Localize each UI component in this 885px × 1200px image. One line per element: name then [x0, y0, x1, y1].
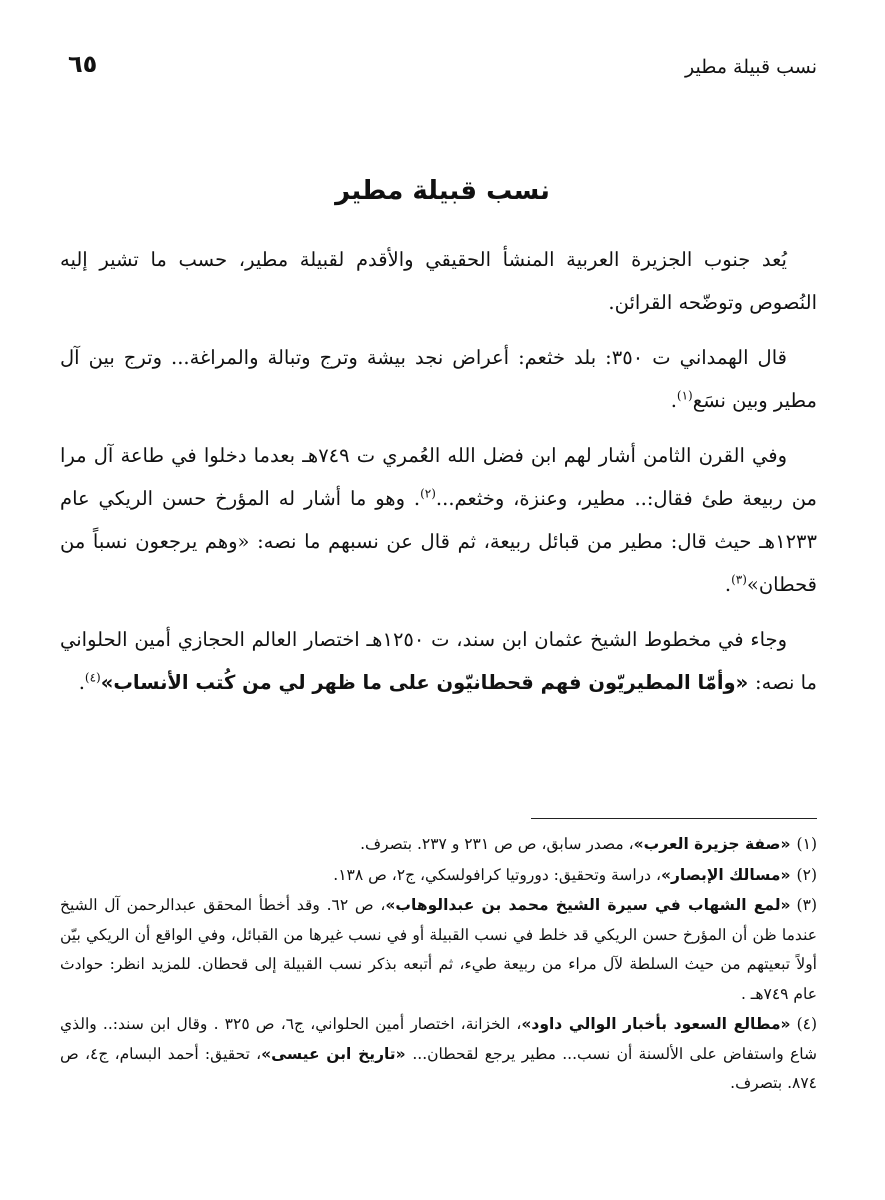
footnote-source-title: «لمع الشهاب في سيرة الشيخ محمد بن عبدالوهاب» [385, 896, 791, 914]
quote-text: «وأمّا المطيريّون فهم قحطانيّون على ما ظهر لي من كُتب الأنساب» [100, 671, 756, 694]
footnote-text: ، مصدر سابق، ص ص ٢٣١ و ٢٣٧. بتصرف. [360, 835, 634, 853]
footnote-text: ، دراسة وتحقيق: دوروتيا كرافولسكي، ج٢، ص ١٣٨. [333, 865, 661, 884]
footnote-1 [60, 830, 817, 860]
body-text [60, 238, 817, 716]
paragraph-tail: . [724, 573, 732, 596]
footnote-source-title: «مسالك الإبصار» [660, 865, 791, 884]
paragraph-tail: . [78, 671, 85, 694]
footnote-ref-2[interactable]: (٢) [420, 486, 436, 501]
paragraph-text: . وهو ما أشار له المؤرخ حسن الريكي عام ١٢٣٣هـ حيث قال: مطير من قبائل ربيعة، ثم قال عن نسبهم ما نصه: «وهم يرجعون نسباً من قحطان» [60, 487, 817, 596]
running-head: نسب قبيلة مطير [685, 56, 817, 78]
footnote-text: ، الخزانة، اختصار أمين الحلواني، ج٦، ص ٣٢٥ . وقال ابن سند:.. والذي شاع واستفاض على الألسنة أن نسب... مطير يرجع لقحطان... [60, 1015, 817, 1063]
footnote-divider [531, 818, 817, 819]
chapter-title: نسب قبيلة مطير [335, 176, 550, 206]
page-header [60, 50, 817, 86]
paragraph-1 [60, 238, 817, 324]
footnote-source-title: «صفة جزيرة العرب» [633, 835, 791, 853]
footnote-4 [60, 1010, 817, 1099]
footnote-ref-1[interactable]: (١) [676, 388, 693, 403]
footnotes [60, 830, 817, 1100]
footnote-number: (١) [796, 835, 817, 853]
footnote-2 [60, 861, 817, 891]
footnote-number: (٢) [796, 865, 817, 884]
paragraph-text: وفي القرن الثامن أشار لهم ابن فضل الله العُمري ت ٧٤٩هـ بعدما دخلوا في طاعة آل مرا من ربيعة طئ فقال:.. مطير، وعنزة، وخثعم... [60, 444, 817, 510]
footnote-text: ، ص ٦٢. وقد أخطأ المحقق عبدالرحمن آل الشيخ عندما ظن أن المؤرخ حسن الريكي قد خلط في نسب القبيلة أو في نسب غيرها من القبائل، وفي الواقع أن الريكي بيّن أولاً تبعيتهم من حيث السلطة لآل مراء من ربيعة طيء، ثم أتبعه بذكر نسب القبيلة إلى قحطان. للمزيد انظر: حوادث عام ٧٤٩هـ . [60, 896, 817, 1003]
footnote-source-title-2: «تاريخ ابن عيسى» [261, 1044, 413, 1063]
paragraph-4 [60, 618, 817, 704]
page-number: ٦٥ [68, 50, 98, 78]
footnote-number: (٤) [796, 1015, 818, 1033]
paragraph-2 [60, 336, 817, 422]
footnote-number: (٣) [796, 896, 817, 914]
paragraph-text: وجاء في مخطوط الشيخ عثمان ابن سند، ت ١٢٥٠هـ اختصار العالم الحجازي أمين الحلواني ما نصه: [60, 628, 817, 694]
paragraph-text: قال الهمداني ت ٣٥٠: بلد خثعم: أعراض نجد بيشة وترج وتبالة والمراغة... وترج بين آل مطير وبين نسَع [60, 346, 817, 412]
paragraph-tail: . [670, 389, 677, 412]
footnote-3 [60, 891, 817, 1009]
footnote-ref-3[interactable]: (٣) [731, 572, 747, 587]
footnote-source-title: «مطالع السعود بأخبار الوالي داود» [521, 1015, 791, 1033]
footnote-ref-4[interactable]: (٤) [84, 670, 101, 685]
footnote-text-2: ، تحقيق: أحمد البسام، ج٤، ص ٨٧٤. بتصرف. [60, 1044, 817, 1092]
paragraph-3 [60, 434, 817, 606]
paragraph-text: يُعد جنوب الجزيرة العربية المنشأ الحقيقي والأقدم لقبيلة مطير، حسب ما تشير إليه النُصوص وتوضّحه القرائن. [60, 248, 817, 314]
